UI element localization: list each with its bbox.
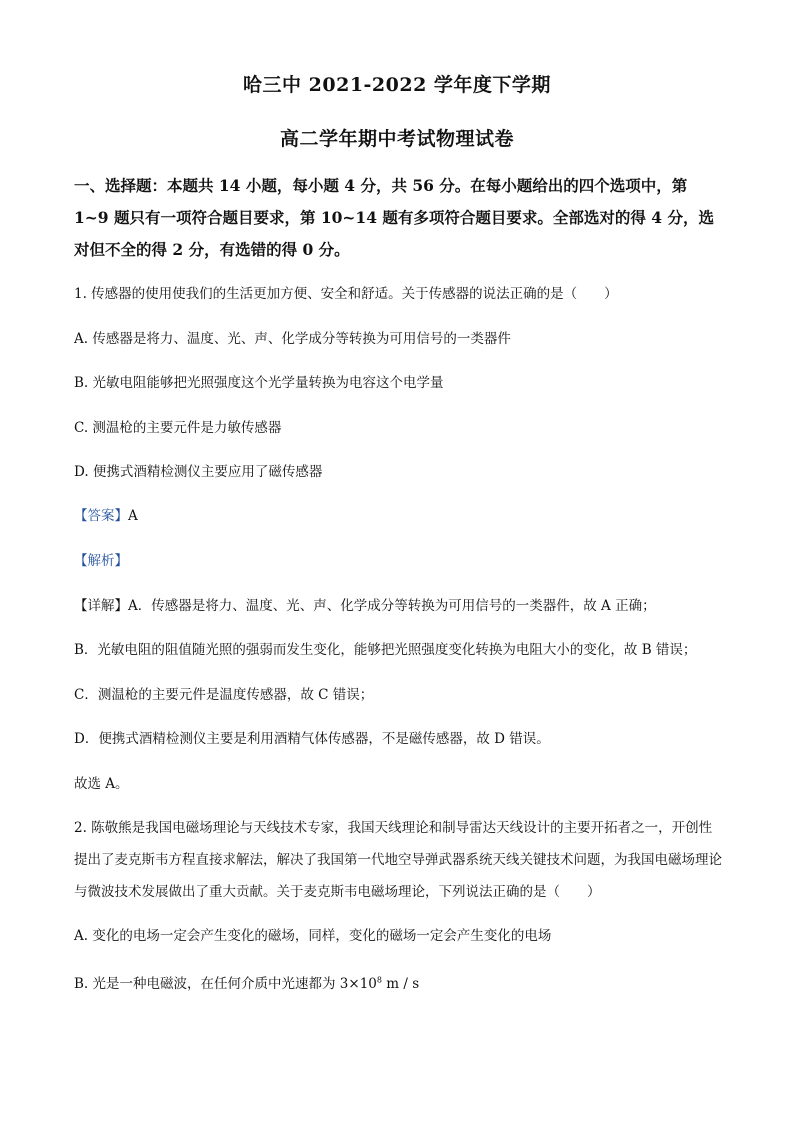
q1-detail-b: B．光敏电阻的阻值随光照的强弱而发生变化，能够把光照强度变化转换为电阻大小的变化，故 B 错误； [74, 642, 697, 658]
q1-analysis [74, 551, 724, 571]
answer-value: A [128, 508, 138, 524]
section-heading: 一、选择题：本题共 14 小题，每小题 4 分，共 56 分。在每小题给出的四个选项中，第 1~9 题只有一项符合题目要求，第 10~14 题有多项符合题目要求。全部选对的得 4 分，选对但不全的得 2 分，有选错的得 0 分。 [74, 176, 714, 259]
q1-option-d: D. 便携式酒精检测仪主要应用了磁传感器 [74, 464, 323, 480]
q2-stem: 2. 陈敬熊是我国电磁场理论与天线技术专家，我国天线理论和制导雷达天线设计的主要开拓者之一，开创性提出了麦克斯韦方程直接求解法，解决了我国第一代地空导弹武器系统天线关键技术问题，为我国电磁场理论与微波技术发展做出了重大贡献。关于麦克斯韦电磁场理论，下列说法正确的是（ ） [74, 820, 722, 900]
exam-title-line1: 哈三中 2021-2022 学年度下学期 [243, 74, 551, 96]
q2-option-a: A. 变化的电场一定会产生变化的磁场，同样，变化的磁场一定会产生变化的电场 [74, 928, 552, 944]
q1-option-b: B. 光敏电阻能够把光照强度这个光学量转换为电容这个电学量 [74, 375, 444, 391]
q1-conclusion: 故选 A。 [74, 776, 129, 792]
q1-answer [74, 506, 724, 526]
q2-option-b [74, 974, 724, 994]
q1-detail-c: C．测温枪的主要元件是温度传感器，故 C 错误； [74, 687, 374, 703]
q1-option-c: C. 测温枪的主要元件是力敏传感器 [74, 420, 282, 436]
q1-detail-a-line [74, 596, 724, 616]
detail-tag: 【详解】 [74, 598, 128, 614]
q2-option-b-exponent: 8 [376, 975, 382, 985]
q1-detail-d: D．便携式酒精检测仪主要是利用酒精气体传感器，不是磁传感器，故 D 错误。 [74, 731, 550, 747]
q1-detail-a: A．传感器是将力、温度、光、声、化学成分等转换为可用信号的一类器件，故 A 正确； [128, 598, 656, 614]
q2-option-b-unit: m / s [381, 976, 420, 992]
q1-option-a: A. 传感器是将力、温度、光、声、化学成分等转换为可用信号的一类器件 [74, 331, 511, 347]
exam-title-line2: 高二学年期中考试物理试卷 [279, 128, 514, 150]
q1-stem: 1. 传感器的使用使我们的生活更加方便、安全和舒适。关于传感器的说法正确的是（ ） [74, 286, 618, 302]
analysis-tag: 【解析】 [74, 553, 128, 569]
q2-option-b-text: B. 光是一种电磁波，在任何介质中光速都为 3×10 [74, 976, 377, 992]
answer-tag: 【答案】 [74, 508, 128, 524]
